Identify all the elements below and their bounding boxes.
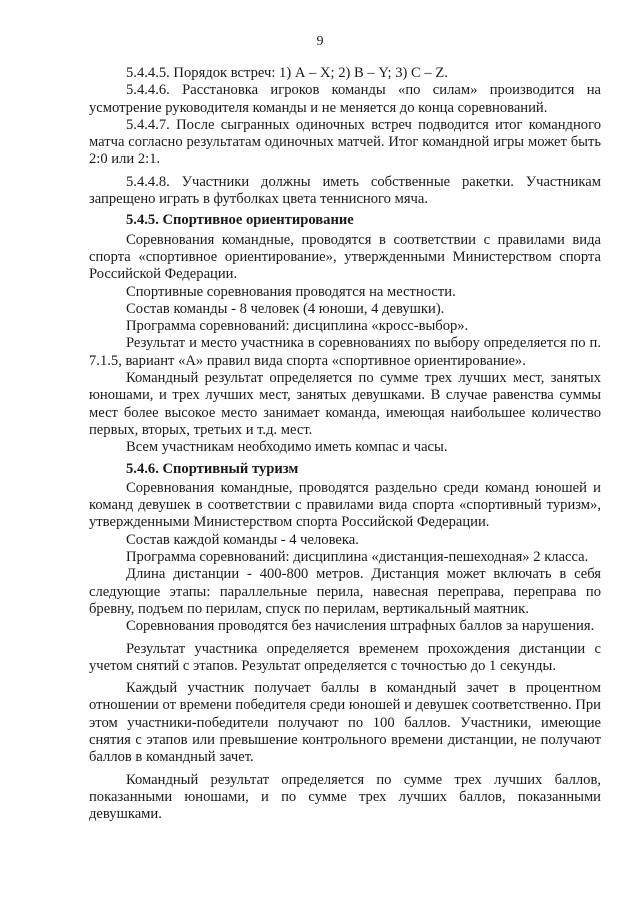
orienteering-paragraph: Программа соревнований: дисциплина «кросс-выбор».: [126, 318, 469, 335]
tourism-paragraph: Длина дистанции - 400-800 метров. Дистанция может включать в себя следующие этапы: параллельные перила, навесная переправа, переправа по бревну, подъем по перилам, спуск по перилам, вертикальный маятник.: [89, 566, 601, 617]
tourism-paragraph: Соревнования командные, проводятся раздельно среди команд юношей и команд девушек в соответствии с правилами вида спорта «спортивный туризм», утвержденными Министерством спорта Российской Федерации.: [89, 479, 601, 531]
clause-5-4-4-6: 5.4.4.6. Расстановка игроков команды «по силам» производится на усмотрение руководителя команды и не меняется до конца соревнований.: [89, 82, 601, 116]
orienteering-paragraph: Результат и место участника в соревнованиях по выбору определяется по п. 7.1.5, вариант «А» правил вида спорта «спортивное ориентирование».: [89, 335, 601, 369]
page-number: 9: [316, 34, 324, 49]
tourism-paragraph: Каждый участник получает баллы в командный зачет в процентном отношении от времени победителя среди юношей и девушек соответственно. При этом участники-победители получают по 100 баллов. Участники, имеющие снятия с этапов или превышение контрольного времени дистанции, не получают баллов в командный зачет.: [89, 680, 601, 766]
orienteering-paragraph: Состав команды - 8 человек (4 юноши, 4 девушки).: [126, 300, 445, 317]
tourism-paragraph: Состав каждой команды - 4 человека.: [126, 531, 359, 548]
tourism-paragraph: Программа соревнований: дисциплина «дистанция-пешеходная» 2 класса.: [126, 549, 589, 566]
clause-5-4-4-5: 5.4.4.5. Порядок встреч: 1) А – X; 2) В – Y; 3) С – Z.: [126, 65, 448, 81]
orienteering-paragraph: Командный результат определяется по сумме трех лучших мест, занятых юношами, и трех лучших мест, занятых девушками. В случае равенства суммы мест более высокое место занимает команда, имеющая наибольшее количество первых, вторых, третьих и т.д. мест.: [89, 370, 601, 438]
section-heading-orienteering: 5.4.5. Спортивное ориентирование: [126, 212, 354, 229]
clause-5-4-4-8: 5.4.4.8. Участники должны иметь собственные ракетки. Участникам запрещено играть в футболках цвета теннисного мяча.: [89, 173, 601, 208]
tourism-paragraph: Соревнования проводятся без начисления штрафных баллов за нарушения.: [126, 618, 595, 635]
tourism-paragraph: Командный результат определяется по сумме трех лучших баллов, показанными юношами, и по сумме трех лучших баллов, показанными девушками.: [89, 771, 601, 823]
clause-5-4-4-7: 5.4.4.7. После сыгранных одиночных встреч подводится итог командного матча согласно результатам одиночных матчей. Итог командной игры может быть 2:0 или 2:1.: [89, 116, 601, 168]
document-body: [89, 65, 601, 823]
section-heading-sport-tourism: 5.4.6. Спортивный туризм: [126, 460, 299, 477]
orienteering-paragraph: Соревнования командные, проводятся в соответствии с правилами вида спорта «спортивное ориентирование», утвержденными Министерством спорта Российской Федерации.: [89, 231, 601, 283]
tourism-paragraph: Результат участника определяется временем прохождения дистанции с учетом снятий с этапов. Результат определяется с точностью до 1 секунды.: [89, 640, 601, 674]
orienteering-paragraph: Всем участникам необходимо иметь компас и часы.: [126, 439, 448, 456]
orienteering-paragraph: Спортивные соревнования проводятся на местности.: [126, 283, 456, 300]
